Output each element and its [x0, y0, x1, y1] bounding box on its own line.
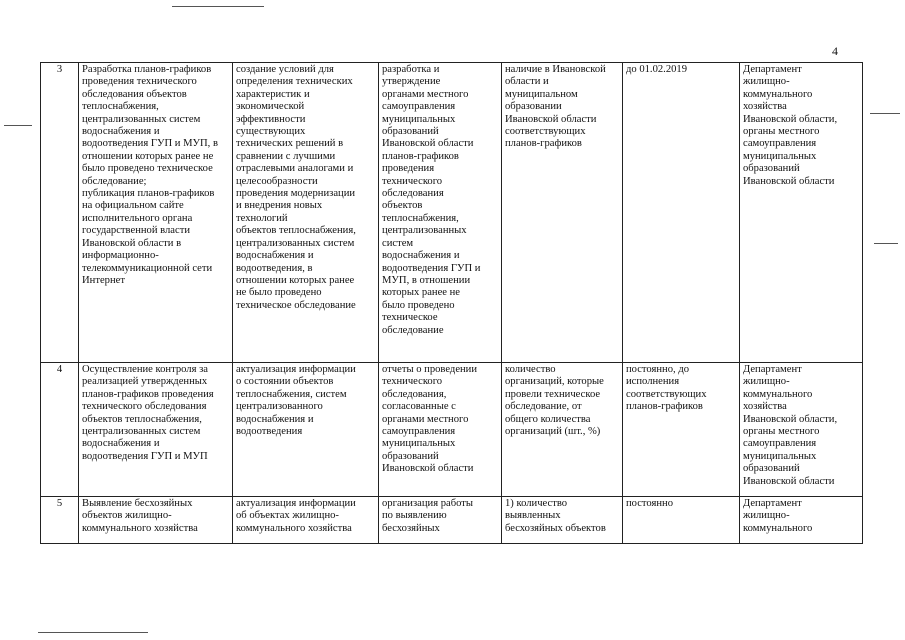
plan-table [40, 62, 863, 544]
table-row [41, 63, 863, 363]
scan-mark-left [4, 125, 32, 126]
responsible-cell: Департамент жилищно- коммунального хозяйства Ивановской области, органы местного самоуправления муниципальных образований Ивановской области [740, 363, 863, 497]
goal-cell: актуализация информации об объектах жилищно- коммунального хозяйства [233, 497, 379, 544]
action-cell: Разработка планов-графиков проведения технического обследования объектов теплоснабжения, централизованных систем водоснабжения и водоотведения ГУП и МУП, в отношении которых ранее не было проведено техническое обследование; публикация планов-графиков на официальном сайте исполнительного органа государственной власти Ивановской области в информационно- телекоммуникационной сети Интернет [79, 63, 233, 363]
deadline-cell: до 01.02.2019 [623, 63, 740, 363]
result-cell: организация работы по выявлению бесхозяйных [379, 497, 502, 544]
responsible-cell: Департамент жилищно- коммунального хозяйства Ивановской области, органы местного самоуправления муниципальных образований Ивановской области [740, 63, 863, 363]
scan-mark-right-1 [870, 113, 900, 114]
action-cell: Осуществление контроля за реализацией утвержденных планов-графиков проведения технического обследования объектов теплоснабжения, централизованных систем водоснабжения и водоотведения ГУП и МУП [79, 363, 233, 497]
indicator-cell: наличие в Ивановской области и муниципальном образовании Ивановской области соответствующих планов-графиков [502, 63, 623, 363]
scan-mark-top [172, 6, 264, 7]
scan-mark-right-2 [874, 243, 898, 244]
row-number: 4 [41, 363, 79, 497]
responsible-cell: Департамент жилищно- коммунального [740, 497, 863, 544]
action-cell: Выявление бесхозяйных объектов жилищно- коммунального хозяйства [79, 497, 233, 544]
result-cell: разработка и утверждение органами местного самоуправления муниципальных образований Ивановской области планов-графиков проведения технического обследования объектов теплоснабжения, централизованных систем водоснабжения и водоотведения ГУП и МУП, в отношении которых ранее не было проведено техническое обследование [379, 63, 502, 363]
goal-cell: актуализация информации о состоянии объектов теплоснабжения, систем централизованного водоснабжения и водоотведения [233, 363, 379, 497]
table-row [41, 363, 863, 497]
goal-cell: создание условий для определения технических характеристик и экономической эффективности существующих технических решений в сравнении с лучшими отраслевыми аналогами и целесообразности проведения модернизации и внедрения новых технологий объектов теплоснабжения, централизованных систем водоснабжения и водоотведения, в отношении которых ранее не было проведено техническое обследование [233, 63, 379, 363]
deadline-cell: постоянно, до исполнения соответствующих планов-графиков [623, 363, 740, 497]
indicator-cell: количество организаций, которые провели техническое обследование, от общего количества организаций (шт., %) [502, 363, 623, 497]
table-row [41, 497, 863, 544]
scan-mark-bottom [38, 632, 148, 633]
indicator-cell: 1) количество выявленных бесхозяйных объектов [502, 497, 623, 544]
page-number: 4 [832, 44, 838, 58]
row-number: 3 [41, 63, 79, 363]
result-cell: отчеты о проведении технического обследования, согласованные с органами местного самоуправления муниципальных образований Ивановской области [379, 363, 502, 497]
row-number: 5 [41, 497, 79, 544]
deadline-cell: постоянно [623, 497, 740, 544]
